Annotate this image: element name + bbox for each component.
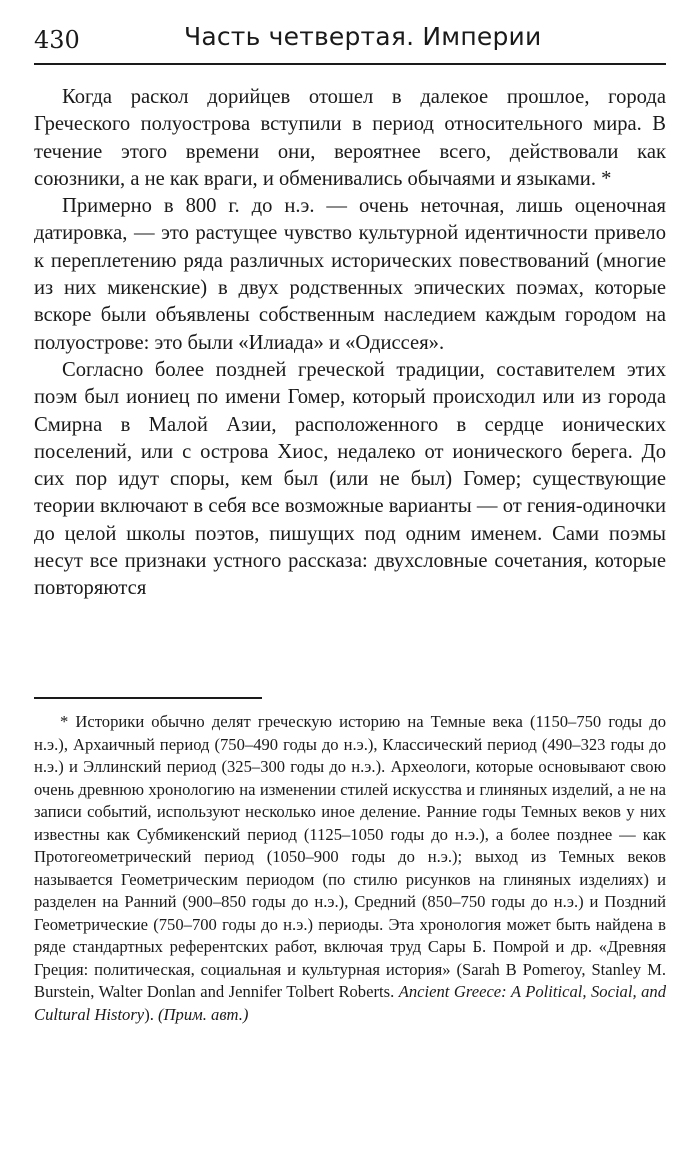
paragraph-1: Когда раскол дорийцев отошел в далекое прошлое, города Греческого полуострова вступили в период относительного мира. В течение этого времени они, вероятнее всего, действовали как союзники, а не как враги, и обменивались обычаями и языками. * bbox=[34, 86, 666, 190]
footnote-rule bbox=[34, 697, 262, 699]
paragraph-3: Согласно более поздней греческой традиции, составителем этих поэм был иониец по имени Гомер, который происходил или из города Смирна в Малой Азии, расположенного в сердце ионических поселений, или с острова Хиос, недалеко от ионического берега. До сих пор идут споры, кем был (или не был) Гомер; существующие теории включают в себя все возможные варианты — от гения-одиночки до целой школы поэтов, пишущих под одним именем. Сами поэмы несут все признаки устного рассказа: двухсловные сочетания, которые повторяются bbox=[34, 358, 666, 600]
header-rule bbox=[34, 63, 666, 65]
footnote bbox=[34, 711, 666, 1026]
footnote-author-note: (Прим. авт.) bbox=[158, 1004, 249, 1024]
main-text bbox=[34, 84, 666, 603]
paragraph-2: Примерно в 800 г. до н.э. — очень неточная, лишь оценочная датировка, — это растущее чувство культурной идентичности привело к переплетению ряда различных исторических повествований (многие из них микенские) в двух родственных эпических поэмах, которые вскоре были объявлены собственным наследием каждым городом на полуострове: это были «Илиада» и «Одиссея». bbox=[34, 195, 666, 354]
section-title: Часть четвертая. Империи bbox=[184, 22, 542, 51]
page-number: 430 bbox=[34, 26, 80, 54]
footnote-book-title: Ancient Greece: A Political, Social, and Cultural History bbox=[34, 982, 666, 1024]
running-head bbox=[34, 20, 664, 60]
footnote-closing: ). bbox=[144, 1004, 154, 1024]
footnote-text: * Историки обычно делят греческую историю на Темные века (1150–750 годы до н.э.), Архаичный период (750–490 годы до н.э.), Классический период (490–323 годы до н.э.) и Эллинский период (325–300 годы до н.э.). Археологи, которые основывают свою очень древнюю хронологию на изменении стилей искусства и глиняных изделий, а не на записи событий, используют несколько иное деление. Ранние годы Темных веков у них известны как Субмикенский период (1125–1050 годы до н.э.), а более позднее — как Протогеометрический период (1050–900 годы до н.э.); выход из Темных веков называется Геометрическим периодом (по стилю рисунков на глиняных изделиях) и разделен на Ранний (900–850 годы до н.э.), Средний (850–750 годы до н.э.) и Поздний Геометрические (750–700 годы до н.э.) периоды. Эта хронология может быть найдена в ряде стандартных референтских работ, включая труд Сары Б. Помрой и др. «Древняя Греция: политическая, социальная и культурная история» (Sarah B Pomeroy, Stanley M. Burstein, Walter Donlan and Jennifer Tolbert Roberts. bbox=[34, 712, 666, 1001]
